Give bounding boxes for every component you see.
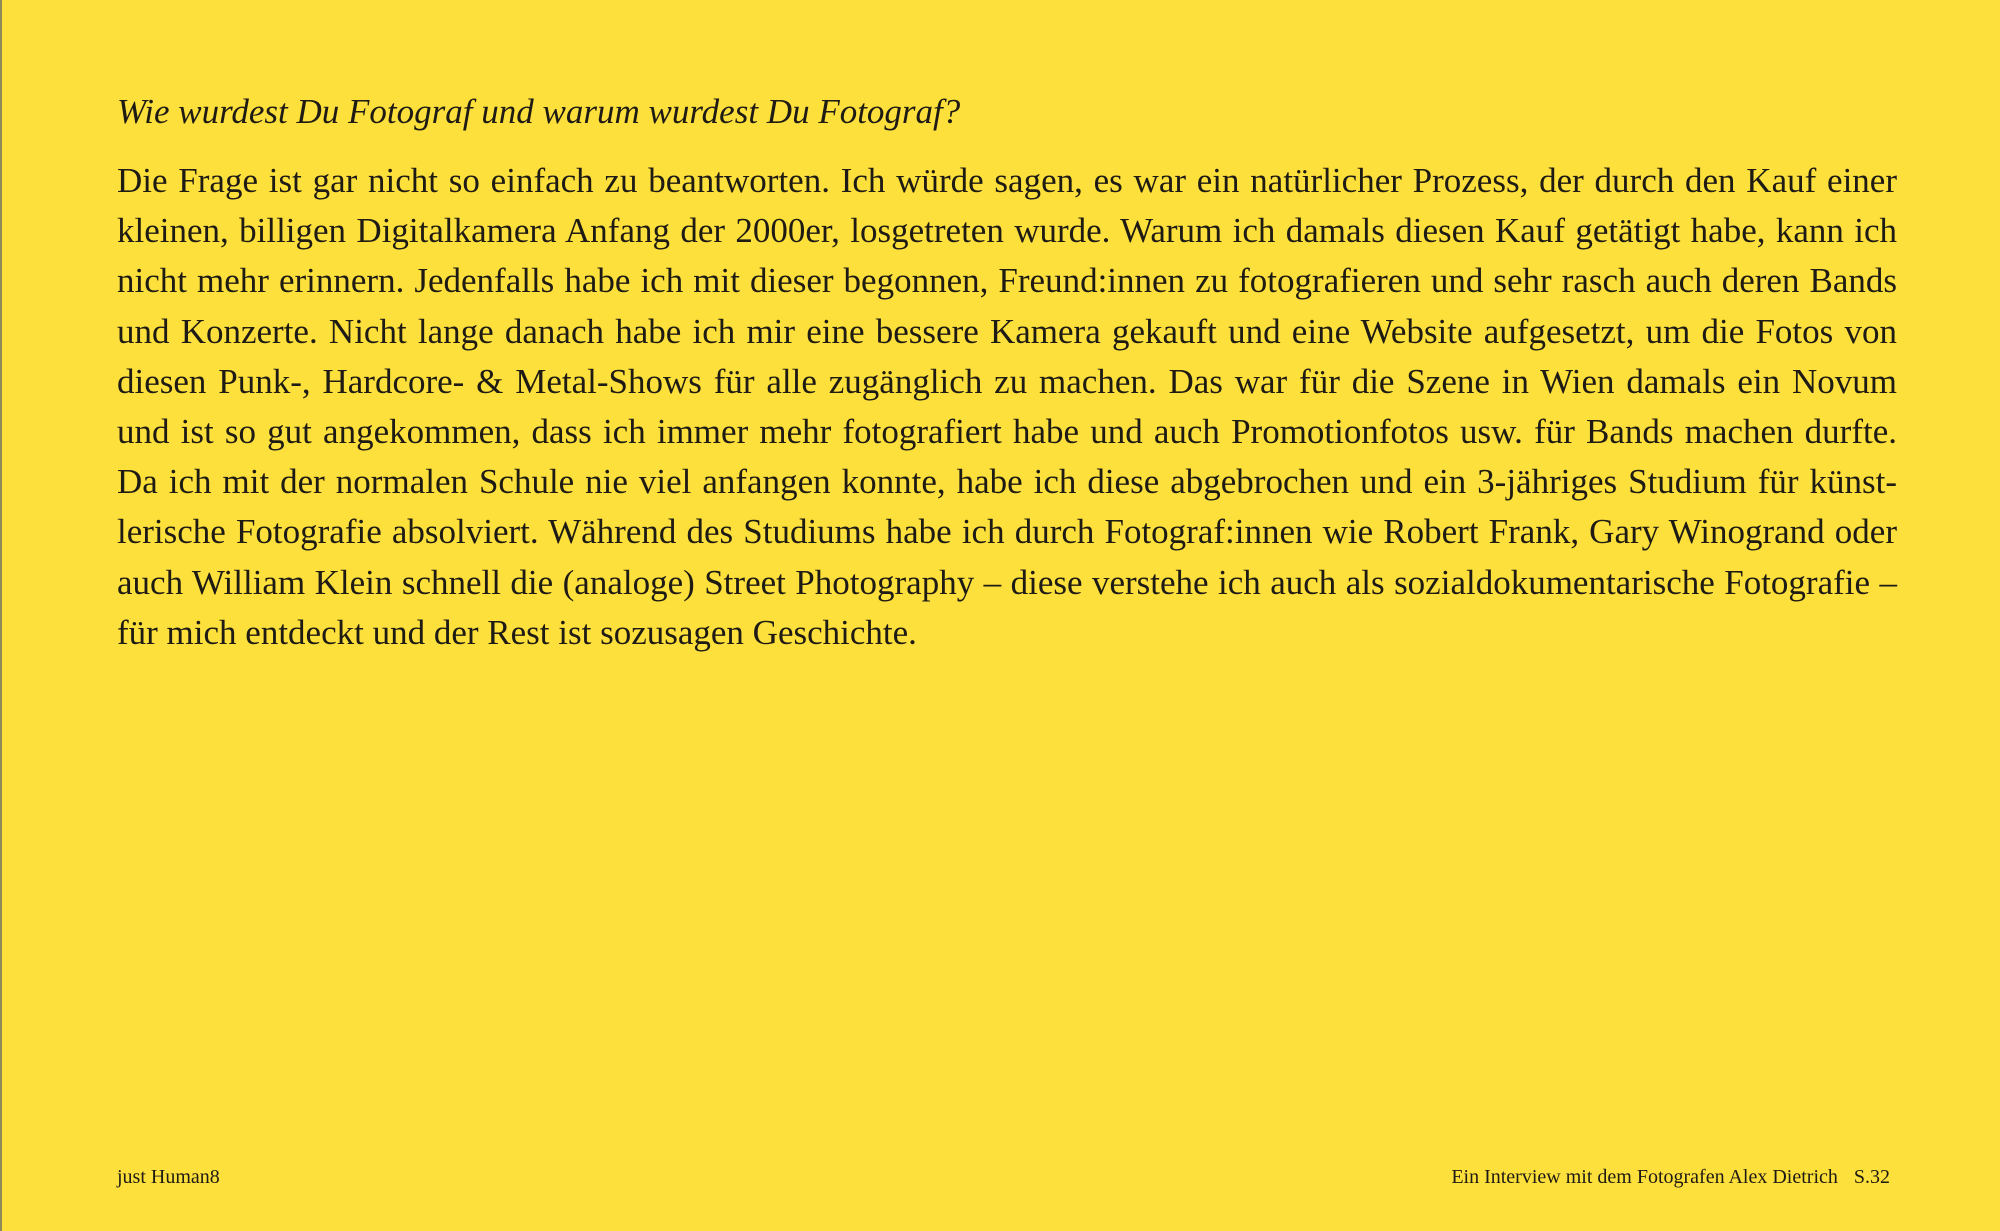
article-content <box>117 88 1897 658</box>
interview-answer: Die Frage ist gar nicht so einfach zu beantworten. Ich würde sagen, es war ein natürlicher Prozess, der durch den Kauf einer kleinen, billigen Digitalkamera Anfang der 2000er, losgetreten wurde. Warum ich damals diesen Kauf getätigt habe, kann ich nicht mehr erinnern. Jedenfalls habe ich mit dieser begonnen, Freund:innen zu fotografieren und sehr rasch auch deren Bands und Konzerte. Nicht lange danach habe ich mir eine bessere Kamera gekauft und eine Website aufgesetzt, um die Fotos von diesen Punk-, Hardcore- & Metal-Shows für alle zugänglich zu machen. Das war für die Szene in Wien damals ein Novum und ist so gut angekommen, dass ich immer mehr fotografiert habe und auch Promotionfotos usw. für Bands machen durfte. Da ich mit der normalen Schule nie viel anfangen konnte, habe ich diese abgebrochen und ein 3-jähriges Studium für künstlerische Fotografie absolviert. Während des Studiums habe ich durch Fotograf:innen wie Robert Frank, Gary Winogrand oder auch William Klein schnell die (analoge) Street Photography – diese verstehe ich auch als sozialdokumentarische Fotografie – für mich entdeckt und der Rest ist sozusagen Geschichte. <box>117 161 1897 652</box>
running-title: Ein Interview mit dem Fotografen Alex Dietrich <box>1451 1166 1838 1188</box>
footer-right <box>1451 1165 1890 1189</box>
publication-name: just Human8 <box>117 1166 220 1188</box>
interview-question: Wie wurdest Du Fotograf und warum wurdest Du Fotograf? <box>117 92 961 131</box>
page-number: S.32 <box>1853 1166 1890 1188</box>
